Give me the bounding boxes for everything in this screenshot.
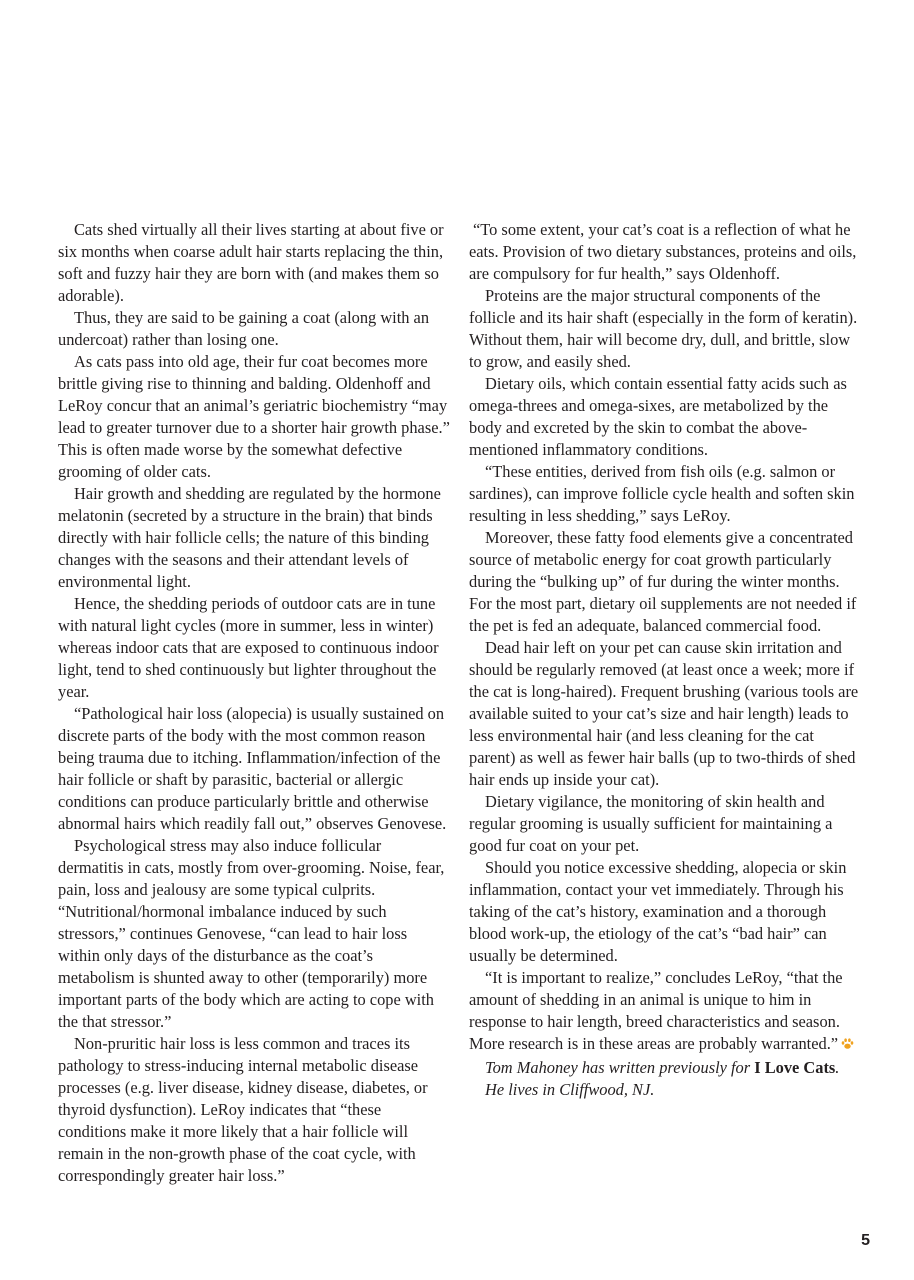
final-paragraph [469, 967, 861, 1057]
body-paragraph: Cats shed virtually all their lives starting at about five or six months when coarse adult hair starts replacing the thin, soft and fuzzy hair they are born with (and makes them so adorable). [58, 220, 444, 305]
publication-name: I Love Cats [754, 1058, 836, 1077]
paw-print-icon [841, 1038, 854, 1053]
body-paragraph: Moreover, these fatty food elements give a concentrated source of metabolic energy for coat growth particularly during the “bulking up” of fur during the winter months. For the most part, dietary oil supplements are not needed if the pet is fed an adequate, balanced commercial food. [469, 528, 857, 635]
page-number: 5 [861, 1232, 870, 1249]
right-column [469, 219, 861, 1101]
body-paragraph: Dietary oils, which contain essential fatty acids such as omega-threes and omega-sixes, are metabolized by the body and excreted by the skin to combat the above-mentioned inflammatory conditions. [469, 374, 847, 459]
author-bio-line-1: Tom Mahoney has written previously for I Love Cats. [485, 1058, 840, 1077]
body-paragraph: Non-pruritic hair loss is less common and traces its pathology to stress-inducing internal metabolic disease processes (e.g. liver disease, kidney disease, diabetes, or thyroid dysfunction). LeRoy indicates that “these conditions make it more likely that a hair follicle will remain in the non-growth phase of the coat cycle, with correspondingly greater hair loss.” [58, 1034, 428, 1185]
author-bio-line-2: He lives in Cliffwood, NJ. [485, 1080, 655, 1099]
body-paragraph: Should you notice excessive shedding, alopecia or skin inflammation, contact your vet immediately. Through his taking of the cat’s history, examination and a thorough blood work-up, the etiology of the cat’s “bad hair” can usually be determined. [469, 858, 847, 965]
body-paragraph: Hair growth and shedding are regulated by the hormone melatonin (secreted by a structure in the brain) that binds directly with hair follicle cells; the nature of this binding changes with the seasons and their attendant levels of environmental light. [58, 484, 441, 591]
body-paragraph: “To some extent, your cat’s coat is a reflection of what he eats. Provision of two dietary substances, proteins and oils, are compulsory for fur health,” says Oldenhoff. [469, 220, 857, 283]
left-column [58, 219, 450, 1187]
author-bio [469, 1057, 861, 1101]
body-paragraph: Thus, they are said to be gaining a coat (along with an undercoat) rather than losing one. [58, 308, 430, 349]
body-paragraph: Dead hair left on your pet can cause skin irritation and should be regularly removed (at least once a week; more if the cat is long-haired). Frequent brushing (various tools are available suited to your cat’s size and hair length) leads to less environmental hair (and less cleaning for the cat parent) as well as fewer hair balls (up to two-thirds of shed hair ends up inside your cat). [469, 638, 859, 789]
body-paragraph: Psychological stress may also induce follicular dermatitis in cats, mostly from over-grooming. Noise, fear, pain, loss and jealousy are some typical culprits. “Nutritional/hormonal imbalance induced by such stressors,” continues Genovese, “can lead to hair loss within only days of the disturbance as the coat’s metabolism is shunted away to other (temporarily) more important parts of the body which are acting to cope with the that stressor.” [58, 836, 445, 1031]
body-paragraph: “Pathological hair loss (alopecia) is usually sustained on discrete parts of the body with the most common reason being trauma due to itching. Inflammation/infection of the hair follicle or shaft by parasitic, bacterial or allergic conditions can produce particularly brittle and otherwise abnormal hairs which readily fall out,” observes Genovese. [58, 704, 447, 833]
body-paragraph: As cats pass into old age, their fur coat becomes more brittle giving rise to thinning and balding. Oldenhoff and LeRoy concur that an animal’s geriatric biochemistry “may lead to greater turnover due to a shorter hair growth phase.” This is often made worse by the somewhat defective grooming of older cats. [58, 352, 450, 481]
final-paragraph-text: “It is important to realize,” concludes LeRoy, “that the amount of shedding in an animal is unique to him in response to hair length, breed characteristics and season. More research is in these areas are probably warranted.” [469, 968, 843, 1053]
body-paragraph: Proteins are the major structural components of the follicle and its hair shaft (especially in the form of keratin). Without them, hair will become dry, dull, and brittle, slow to grow, and easily shed. [469, 286, 858, 371]
body-paragraph: Dietary vigilance, the monitoring of skin health and regular grooming is usually sufficient for maintaining a good fur coat on your pet. [469, 792, 833, 855]
body-paragraph: “These entities, derived from fish oils (e.g. salmon or sardines), can improve follicle cycle health and soften skin resulting in less shedding,” says LeRoy. [469, 462, 855, 525]
body-paragraph: Hence, the shedding periods of outdoor cats are in tune with natural light cycles (more in summer, less in winter) whereas indoor cats that are exposed to continuous indoor light, tend to shed continuously but lighter throughout the year. [58, 594, 439, 701]
